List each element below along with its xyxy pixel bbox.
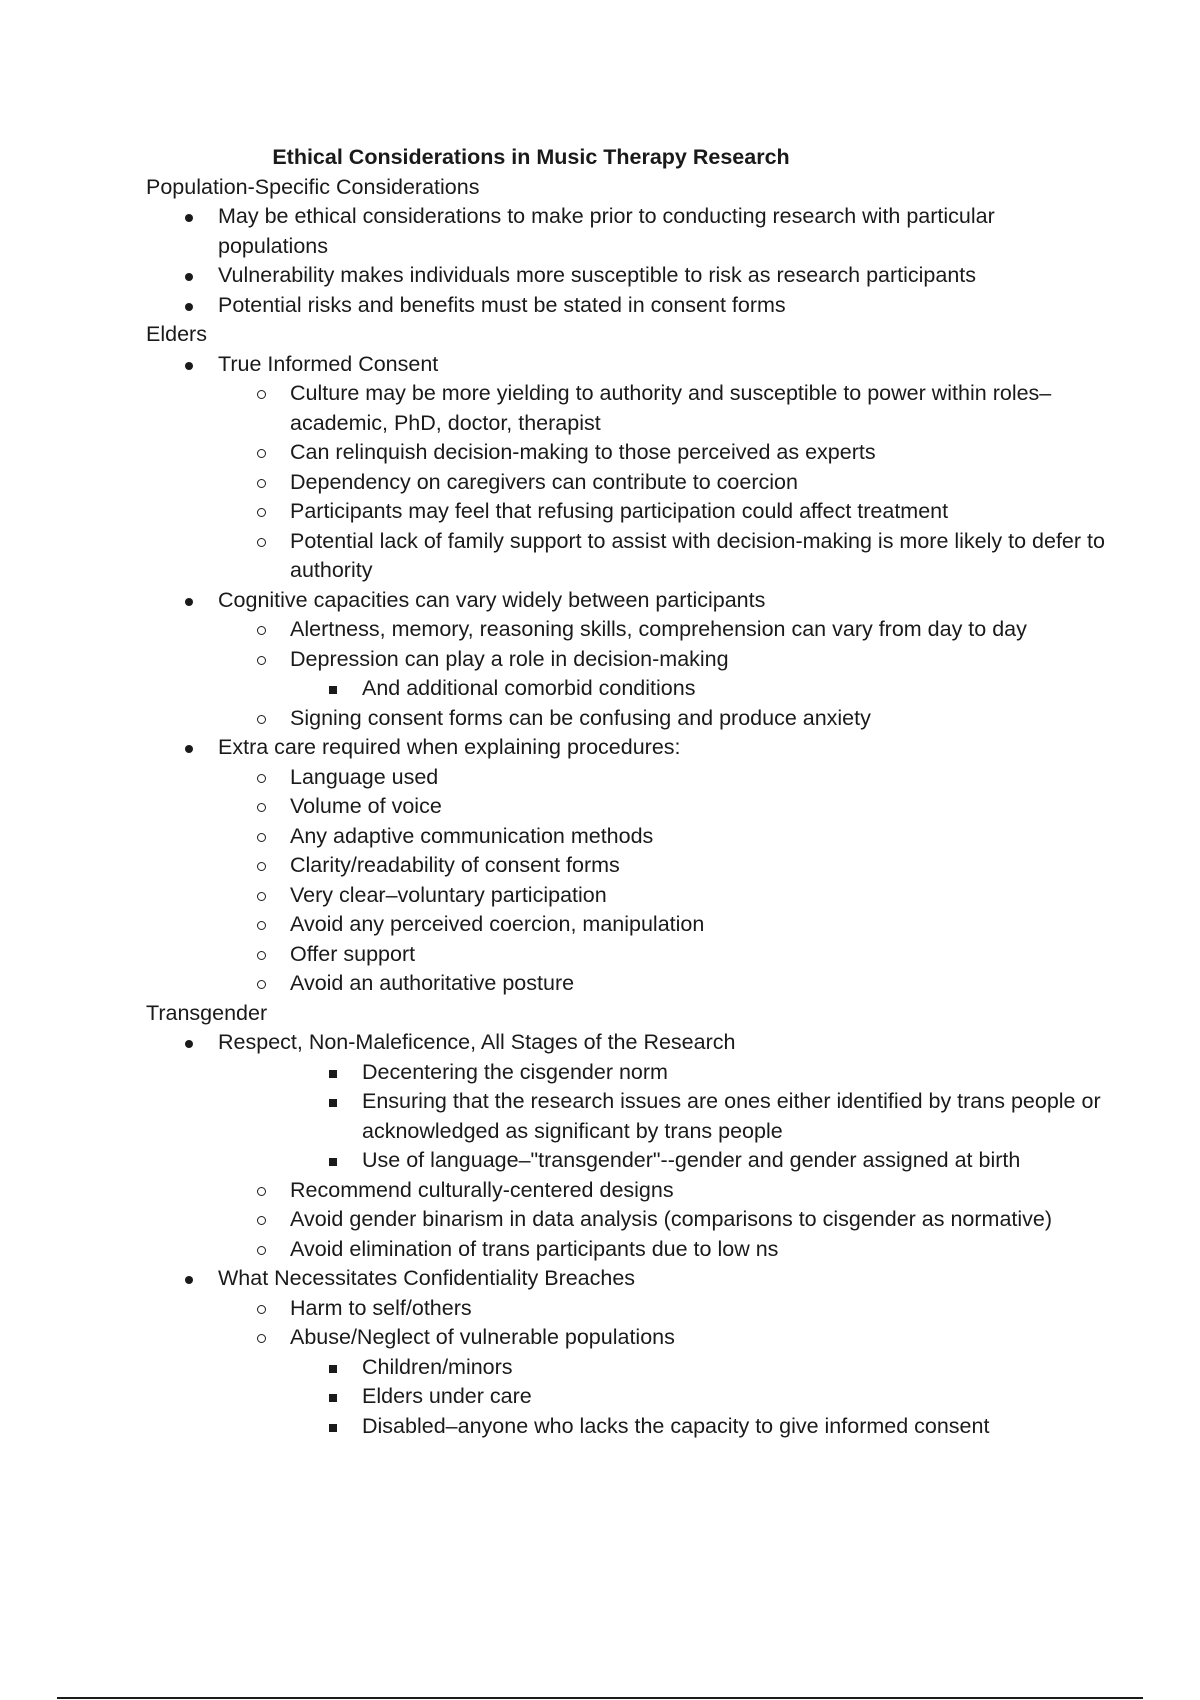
list-item: Dependency on caregivers can contribute to coercion: [146, 468, 1106, 498]
bullet-icon: [185, 303, 193, 311]
list-item: Very clear–voluntary participation: [146, 881, 1106, 911]
list-item: Language used: [146, 763, 1106, 793]
hollow-bullet-icon: [257, 1187, 266, 1196]
hollow-bullet-icon: [257, 774, 266, 783]
section-heading-transgender: Transgender: [146, 1000, 268, 1025]
hollow-bullet-icon: [257, 951, 266, 960]
list-item: Avoid an authoritative posture: [146, 969, 1106, 999]
hollow-bullet-icon: [257, 656, 266, 665]
list-item: May be ethical considerations to make prior to conducting research with particular populations: [146, 202, 1106, 261]
list-item: Elders under care: [146, 1382, 1106, 1412]
hollow-bullet-icon: [257, 479, 266, 488]
list-item: Children/minors: [146, 1353, 1106, 1383]
hollow-bullet-icon: [257, 1216, 266, 1225]
transgender-list: [146, 1028, 1106, 1441]
hollow-bullet-icon: [257, 833, 266, 842]
list-item: And additional comorbid conditions: [146, 674, 1106, 704]
list-item: Potential lack of family support to assist with decision-making is more likely to defer to authority: [146, 527, 1106, 586]
section-heading-elders: Elders: [146, 322, 207, 346]
bullet-icon: [185, 362, 193, 370]
list-item: Culture may be more yielding to authority and susceptible to power within roles–academic, PhD, doctor, therapist: [146, 379, 1106, 438]
square-bullet-icon: [329, 1099, 337, 1107]
list-item: Volume of voice: [146, 792, 1106, 822]
list-item: Vulnerability makes individuals more susceptible to risk as research participants: [146, 261, 1106, 291]
square-bullet-icon: [329, 1424, 337, 1432]
list-item: Clarity/readability of consent forms: [146, 851, 1106, 881]
bullet-icon: [185, 214, 193, 222]
list-item: Harm to self/others: [146, 1294, 1106, 1324]
list-item: Abuse/Neglect of vulnerable populations: [146, 1323, 1106, 1353]
list-item: Extra care required when explaining procedures:: [146, 733, 1106, 763]
list-item: What Necessitates Confidentiality Breaches: [146, 1264, 1106, 1294]
population-list: [146, 202, 1106, 320]
list-item: Participants may feel that refusing participation could affect treatment: [146, 497, 1106, 527]
square-bullet-icon: [329, 1158, 337, 1166]
hollow-bullet-icon: [257, 449, 266, 458]
list-item: Use of language–"transgender"--gender and gender assigned at birth: [146, 1146, 1106, 1176]
list-item: Can relinquish decision-making to those perceived as experts: [146, 438, 1106, 468]
document: [146, 143, 1106, 1441]
bullet-icon: [185, 1040, 193, 1048]
hollow-bullet-icon: [257, 715, 266, 724]
list-item: Cognitive capacities can vary widely between participants: [146, 586, 1106, 616]
square-bullet-icon: [329, 1070, 337, 1078]
elders-list: [146, 350, 1106, 999]
list-item: True Informed Consent: [146, 350, 1106, 380]
list-item: Offer support: [146, 940, 1106, 970]
footer-divider: [57, 1697, 1143, 1699]
hollow-bullet-icon: [257, 862, 266, 871]
hollow-bullet-icon: [257, 1305, 266, 1314]
list-item: Recommend culturally-centered designs: [146, 1176, 1106, 1206]
bullet-icon: [185, 598, 193, 606]
section-heading-population: Population-Specific Considerations: [146, 174, 480, 199]
list-item: Potential risks and benefits must be stated in consent forms: [146, 291, 1106, 321]
list-item: Depression can play a role in decision-making: [146, 645, 1106, 675]
square-bullet-icon: [329, 1394, 337, 1402]
bullet-icon: [185, 273, 193, 281]
square-bullet-icon: [329, 686, 337, 694]
hollow-bullet-icon: [257, 892, 266, 901]
hollow-bullet-icon: [257, 980, 266, 989]
list-item: Decentering the cisgender norm: [146, 1058, 1106, 1088]
list-item: Signing consent forms can be confusing and produce anxiety: [146, 704, 1106, 734]
list-item: Avoid elimination of trans participants due to low ns: [146, 1235, 1106, 1265]
bullet-icon: [185, 1276, 193, 1284]
hollow-bullet-icon: [257, 1334, 266, 1343]
bullet-icon: [185, 745, 193, 753]
document-title: Ethical Considerations in Music Therapy Research: [272, 145, 790, 169]
list-item: Any adaptive communication methods: [146, 822, 1106, 852]
square-bullet-icon: [329, 1365, 337, 1373]
list-item: Avoid any perceived coercion, manipulation: [146, 910, 1106, 940]
hollow-bullet-icon: [257, 508, 266, 517]
list-item: Ensuring that the research issues are ones either identified by trans people or acknowledged as significant by trans people: [146, 1087, 1106, 1146]
list-item: Respect, Non-Maleficence, All Stages of the Research: [146, 1028, 1106, 1058]
list-item: Alertness, memory, reasoning skills, comprehension can vary from day to day: [146, 615, 1106, 645]
list-item: Avoid gender binarism in data analysis (comparisons to cisgender as normative): [146, 1205, 1106, 1235]
hollow-bullet-icon: [257, 390, 266, 399]
hollow-bullet-icon: [257, 803, 266, 812]
hollow-bullet-icon: [257, 538, 266, 547]
hollow-bullet-icon: [257, 1246, 266, 1255]
hollow-bullet-icon: [257, 921, 266, 930]
list-item: Disabled–anyone who lacks the capacity to give informed consent: [146, 1412, 1106, 1442]
hollow-bullet-icon: [257, 626, 266, 635]
